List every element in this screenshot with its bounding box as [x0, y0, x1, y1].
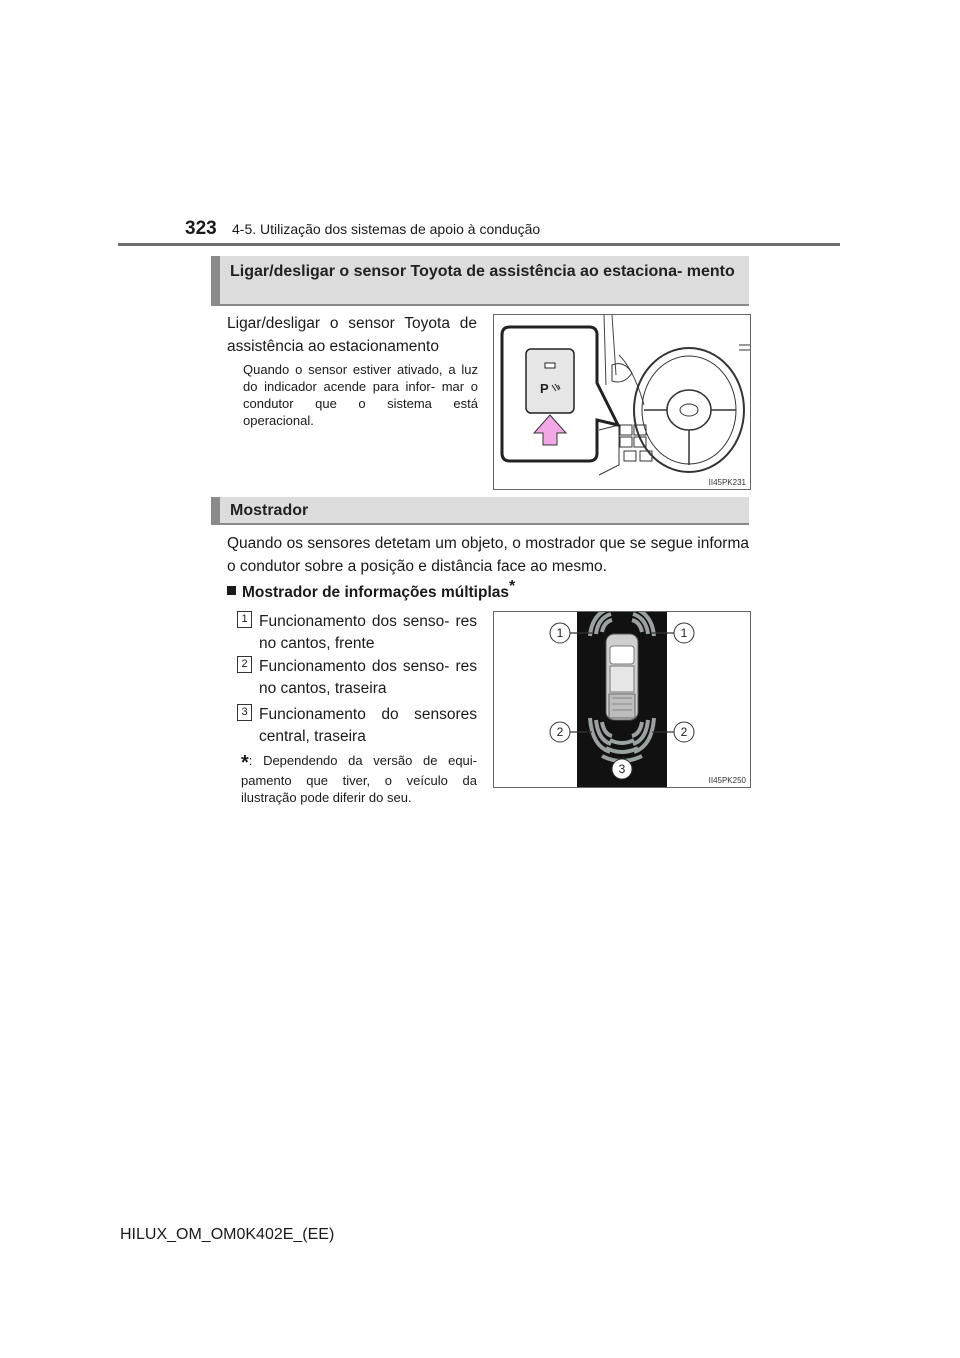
- page-number: 323: [185, 218, 217, 239]
- callout-number: 3: [618, 762, 626, 776]
- footnote: *: Dependendo da versão de equi- pamento que tiver, o veículo da ilustração pode diferir do seu.: [241, 752, 477, 805]
- sensor-display-illustration: [494, 612, 750, 787]
- item-number: 1: [237, 611, 252, 628]
- list-item: [237, 704, 477, 748]
- item-text: Funcionamento dos senso- res no cantos, frente: [259, 613, 477, 652]
- callout-number: 2: [680, 725, 688, 739]
- parking-button-label: P: [540, 381, 549, 396]
- list-item: [237, 656, 477, 700]
- paragraph-display-info: Quando os sensores detetam um objeto, o mostrador que se segue informa o condutor sobre a posição e distância face ao mesmo.: [227, 535, 749, 575]
- heading-display: Mostrador: [211, 497, 749, 525]
- callout-number: 1: [556, 626, 564, 640]
- note-indicator-light: Quando o sensor estiver ativado, a luz do indicador acende para infor- mar o condutor que o sistema está operacional.: [243, 362, 478, 428]
- header-rule: [118, 243, 840, 246]
- document-code: HILUX_OM_OM0K402E_(EE): [120, 1226, 335, 1243]
- dashboard-illustration: [494, 315, 750, 489]
- figure-code: II45PK250: [708, 776, 746, 785]
- asterisk-mark: *: [509, 578, 516, 595]
- paragraph-toggle-sensor: Ligar/desligar o sensor Toyota de assistência ao estacionamento: [227, 315, 477, 355]
- item-text: Funcionamento dos senso- res no cantos, traseira: [259, 658, 477, 697]
- item-text: Funcionamento do sensores central, traseira: [259, 706, 477, 745]
- square-bullet-icon: [227, 586, 236, 595]
- heading-parking-sensor-toggle: Ligar/desligar o sensor Toyota de assistência ao estaciona- mento: [211, 256, 749, 306]
- figure-sensor-display: [493, 611, 751, 788]
- section-title: 4-5. Utilização dos sistemas de apoio à condução: [232, 221, 541, 237]
- figure-dashboard-switch: [493, 314, 751, 490]
- subheading-multi-info-display: Mostrador de informações múltiplas*: [227, 578, 515, 602]
- footnote-asterisk: *: [241, 752, 249, 774]
- callout-number: 2: [556, 725, 564, 739]
- list-item: [237, 611, 477, 655]
- figure-code: II45PK231: [708, 478, 746, 487]
- item-number: 3: [237, 704, 252, 721]
- item-number: 2: [237, 656, 252, 673]
- callout-number: 1: [680, 626, 688, 640]
